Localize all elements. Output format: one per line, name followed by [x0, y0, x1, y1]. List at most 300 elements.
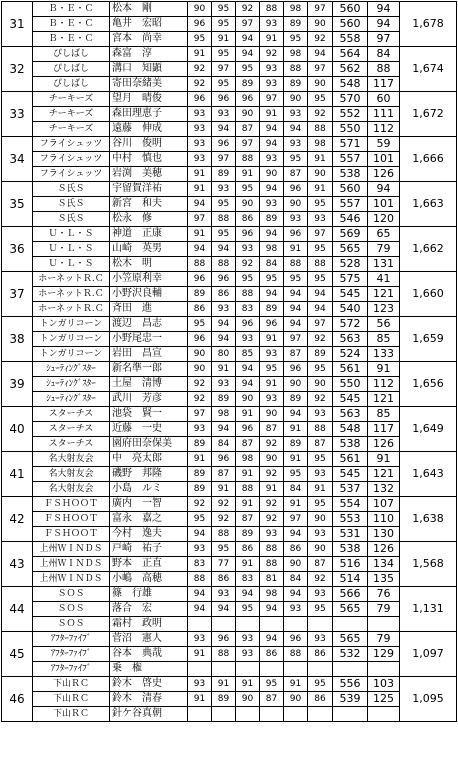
- series-score-cell: 81: [260, 572, 284, 587]
- series-score-cell: 90: [188, 2, 212, 17]
- name-cell: 岩渕 美穂: [110, 167, 188, 182]
- series-score-cell: 89: [212, 392, 236, 407]
- series-score-cell: 95: [308, 452, 333, 467]
- series-score-cell: 85: [236, 347, 260, 362]
- series-score-cell: 98: [236, 452, 260, 467]
- team-total-cell: 1,638: [400, 497, 457, 542]
- series-score-cell: 98: [308, 137, 333, 152]
- rank-cell: 43: [2, 542, 33, 587]
- series-score-cell: 92: [308, 572, 333, 587]
- individual-rank-cell: 60: [368, 92, 400, 107]
- table-row: [2, 542, 457, 557]
- team-cell: 名大射友会: [33, 452, 110, 467]
- name-cell: 園府田奈保美: [110, 437, 188, 452]
- table-row: [2, 152, 457, 167]
- name-cell: 斉田 進: [110, 302, 188, 317]
- total-score-cell: 550: [333, 122, 368, 137]
- series-score-cell: 92: [188, 377, 212, 392]
- total-score-cell: 538: [333, 542, 368, 557]
- team-cell: チーキーズ: [33, 107, 110, 122]
- series-score-cell: 98: [260, 587, 284, 602]
- total-score-cell: 516: [333, 557, 368, 572]
- series-score-cell: 95: [260, 677, 284, 692]
- series-score-cell: 94: [284, 527, 308, 542]
- individual-rank-cell: 131: [368, 257, 400, 272]
- series-score-cell: 91: [212, 32, 236, 47]
- table-row: [2, 92, 457, 107]
- series-score-cell: 93: [188, 122, 212, 137]
- series-score-cell: 96: [212, 137, 236, 152]
- name-cell: 土屋 清博: [110, 377, 188, 392]
- total-score-cell: [333, 617, 368, 632]
- series-score-cell: 96: [188, 17, 212, 32]
- series-score-cell: 91: [212, 677, 236, 692]
- team-total-cell: 1,649: [400, 407, 457, 452]
- total-score-cell: 540: [333, 302, 368, 317]
- individual-rank-cell: 126: [368, 437, 400, 452]
- team-cell: Ｂ・Ｅ・Ｃ: [33, 2, 110, 17]
- individual-rank-cell: 94: [368, 182, 400, 197]
- total-score-cell: 571: [333, 137, 368, 152]
- series-score-cell: 97: [212, 62, 236, 77]
- series-score-cell: 90: [236, 392, 260, 407]
- team-cell: 上州ＷＩＮＤＳ: [33, 542, 110, 557]
- series-score-cell: 93: [188, 542, 212, 557]
- series-score-cell: 96: [212, 272, 236, 287]
- series-score-cell: 94: [212, 602, 236, 617]
- team-cell: トンガリコーン: [33, 332, 110, 347]
- series-score-cell: 90: [284, 197, 308, 212]
- series-score-cell: 88: [212, 212, 236, 227]
- series-score-cell: 90: [236, 692, 260, 707]
- total-score-cell: 548: [333, 422, 368, 437]
- individual-rank-cell: 91: [368, 362, 400, 377]
- series-score-cell: 94: [284, 287, 308, 302]
- team-cell: スターチス: [33, 422, 110, 437]
- series-score-cell: 95: [188, 32, 212, 47]
- team-total-cell: 1,643: [400, 452, 457, 497]
- name-cell: 溝口 知顕: [110, 62, 188, 77]
- series-score-cell: 90: [308, 77, 333, 92]
- rank-cell: 44: [2, 587, 33, 632]
- team-cell: チーキーズ: [33, 92, 110, 107]
- series-score-cell: 94: [260, 227, 284, 242]
- series-score-cell: 95: [236, 602, 260, 617]
- total-score-cell: 531: [333, 527, 368, 542]
- table-row: [2, 557, 457, 572]
- series-score-cell: 89: [188, 287, 212, 302]
- total-score-cell: 538: [333, 167, 368, 182]
- total-score-cell: 561: [333, 452, 368, 467]
- name-cell: 小野尾忠一: [110, 332, 188, 347]
- name-cell: 小笠原利幸: [110, 272, 188, 287]
- series-score-cell: 93: [308, 407, 333, 422]
- name-cell: 鈴木 清春: [110, 692, 188, 707]
- series-score-cell: [188, 617, 212, 632]
- series-score-cell: 87: [308, 557, 333, 572]
- table-row: [2, 47, 457, 62]
- series-score-cell: 96: [212, 632, 236, 647]
- series-score-cell: 94: [308, 287, 333, 302]
- table-row: [2, 377, 457, 392]
- series-score-cell: 94: [260, 182, 284, 197]
- team-cell: Ｕ・Ｌ・Ｓ: [33, 242, 110, 257]
- series-score-cell: 90: [188, 362, 212, 377]
- name-cell: 中村 慎也: [110, 152, 188, 167]
- series-score-cell: 95: [260, 362, 284, 377]
- series-score-cell: 87: [308, 437, 333, 452]
- name-cell: 霜村 政明: [110, 617, 188, 632]
- total-score-cell: 528: [333, 257, 368, 272]
- total-score-cell: 563: [333, 332, 368, 347]
- name-cell: 乗 権: [110, 662, 188, 677]
- name-cell: 富永 嘉之: [110, 512, 188, 527]
- rank-cell: 42: [2, 497, 33, 542]
- total-score-cell: 565: [333, 632, 368, 647]
- individual-rank-cell: [368, 707, 400, 722]
- rank-cell: 45: [2, 632, 33, 677]
- series-score-cell: 95: [212, 2, 236, 17]
- series-score-cell: 91: [260, 482, 284, 497]
- individual-rank-cell: 130: [368, 527, 400, 542]
- table-row: [2, 17, 457, 32]
- series-score-cell: 93: [308, 467, 333, 482]
- series-score-cell: 94: [212, 242, 236, 257]
- table-row: [2, 407, 457, 422]
- series-score-cell: 94: [236, 587, 260, 602]
- total-score-cell: 514: [333, 572, 368, 587]
- series-score-cell: 95: [260, 272, 284, 287]
- name-cell: 野本 正直: [110, 557, 188, 572]
- name-cell: 針ケ谷真朝: [110, 707, 188, 722]
- series-score-cell: 97: [260, 92, 284, 107]
- rank-cell: 32: [2, 47, 33, 92]
- series-score-cell: 96: [188, 92, 212, 107]
- total-score-cell: [333, 707, 368, 722]
- series-score-cell: 89: [236, 77, 260, 92]
- table-row: [2, 452, 457, 467]
- name-cell: 新宮 和夫: [110, 197, 188, 212]
- name-cell: 宮本 尚幸: [110, 32, 188, 47]
- individual-rank-cell: 79: [368, 632, 400, 647]
- series-score-cell: 95: [212, 197, 236, 212]
- series-score-cell: 90: [284, 377, 308, 392]
- total-score-cell: 539: [333, 692, 368, 707]
- series-score-cell: 94: [284, 587, 308, 602]
- name-cell: 森富 淳: [110, 47, 188, 62]
- series-score-cell: [284, 617, 308, 632]
- rank-cell: 38: [2, 317, 33, 362]
- series-score-cell: 93: [188, 107, 212, 122]
- series-score-cell: 90: [284, 92, 308, 107]
- team-cell: 上州ＷＩＮＤＳ: [33, 572, 110, 587]
- name-cell: 宇留賀洋祐: [110, 182, 188, 197]
- series-score-cell: 93: [236, 332, 260, 347]
- team-total-cell: 1,095: [400, 677, 457, 722]
- series-score-cell: 94: [260, 602, 284, 617]
- total-score-cell: 575: [333, 272, 368, 287]
- series-score-cell: 93: [188, 632, 212, 647]
- series-score-cell: 90: [308, 17, 333, 32]
- series-score-cell: 90: [260, 452, 284, 467]
- team-total-cell: 1,678: [400, 2, 457, 47]
- individual-rank-cell: 94: [368, 17, 400, 32]
- series-score-cell: 90: [308, 167, 333, 182]
- series-score-cell: 88: [260, 2, 284, 17]
- series-score-cell: 96: [260, 317, 284, 332]
- series-score-cell: 94: [236, 377, 260, 392]
- series-score-cell: 88: [284, 257, 308, 272]
- series-score-cell: 95: [212, 47, 236, 62]
- table-row: [2, 62, 457, 77]
- series-score-cell: 93: [260, 347, 284, 362]
- series-score-cell: 88: [212, 647, 236, 662]
- series-score-cell: 91: [284, 422, 308, 437]
- series-score-cell: 92: [308, 107, 333, 122]
- table-row: [2, 182, 457, 197]
- name-cell: 松本 剛: [110, 2, 188, 17]
- rank-cell: 46: [2, 677, 33, 722]
- series-score-cell: 93: [260, 392, 284, 407]
- name-cell: 小野沢良輔: [110, 287, 188, 302]
- series-score-cell: 89: [188, 437, 212, 452]
- series-score-cell: 89: [284, 392, 308, 407]
- series-score-cell: 97: [188, 407, 212, 422]
- table-row: [2, 272, 457, 287]
- team-cell: Ｂ・Ｅ・Ｃ: [33, 32, 110, 47]
- series-score-cell: 91: [260, 332, 284, 347]
- team-total-cell: 1,662: [400, 227, 457, 272]
- individual-rank-cell: 65: [368, 227, 400, 242]
- team-cell: ｱﾌﾀｰﾌｧｲﾌﾞ: [33, 647, 110, 662]
- table-row: [2, 497, 457, 512]
- table-row: [2, 437, 457, 452]
- series-score-cell: 96: [236, 92, 260, 107]
- team-cell: トンガリコーン: [33, 317, 110, 332]
- series-score-cell: 93: [260, 527, 284, 542]
- individual-rank-cell: 121: [368, 287, 400, 302]
- series-score-cell: 95: [308, 197, 333, 212]
- series-score-cell: 90: [308, 377, 333, 392]
- series-score-cell: 93: [308, 632, 333, 647]
- table-row: [2, 212, 457, 227]
- total-score-cell: [333, 662, 368, 677]
- team-cell: Ｕ・Ｌ・Ｓ: [33, 257, 110, 272]
- series-score-cell: 91: [236, 467, 260, 482]
- name-cell: 山崎 英男: [110, 242, 188, 257]
- total-score-cell: 570: [333, 92, 368, 107]
- name-cell: 遠藤 伸成: [110, 122, 188, 137]
- series-score-cell: 96: [212, 452, 236, 467]
- series-score-cell: 91: [188, 167, 212, 182]
- series-score-cell: 95: [308, 497, 333, 512]
- team-cell: ホーネットＲ.Ｃ: [33, 302, 110, 317]
- series-score-cell: 88: [236, 482, 260, 497]
- series-score-cell: 95: [188, 512, 212, 527]
- series-score-cell: 93: [188, 422, 212, 437]
- series-score-cell: 89: [188, 482, 212, 497]
- team-total-cell: 1,656: [400, 362, 457, 407]
- team-cell: ＦＳＨＯＯＴ: [33, 512, 110, 527]
- series-score-cell: 91: [188, 692, 212, 707]
- series-score-cell: 95: [236, 182, 260, 197]
- series-score-cell: 94: [212, 332, 236, 347]
- series-score-cell: 87: [236, 122, 260, 137]
- series-score-cell: [260, 662, 284, 677]
- series-score-cell: 98: [284, 47, 308, 62]
- name-cell: 小島 ルミ: [110, 482, 188, 497]
- series-score-cell: 94: [212, 317, 236, 332]
- series-score-cell: 86: [308, 647, 333, 662]
- series-score-cell: 96: [188, 332, 212, 347]
- series-score-cell: 93: [212, 302, 236, 317]
- series-score-cell: 98: [212, 407, 236, 422]
- series-score-cell: 89: [284, 17, 308, 32]
- series-score-cell: 98: [260, 242, 284, 257]
- series-score-cell: 93: [188, 677, 212, 692]
- series-score-cell: 92: [308, 332, 333, 347]
- series-score-cell: [260, 617, 284, 632]
- individual-rank-cell: 110: [368, 512, 400, 527]
- team-cell: ホーネットＲ.Ｃ: [33, 272, 110, 287]
- name-cell: 森田理恵子: [110, 107, 188, 122]
- series-score-cell: 92: [212, 497, 236, 512]
- series-score-cell: 92: [260, 437, 284, 452]
- series-score-cell: 87: [260, 692, 284, 707]
- series-score-cell: 93: [260, 197, 284, 212]
- table-row: [2, 332, 457, 347]
- table-row: [2, 647, 457, 662]
- series-score-cell: 97: [236, 17, 260, 32]
- series-score-cell: 94: [260, 137, 284, 152]
- series-score-cell: 93: [212, 587, 236, 602]
- series-score-cell: 91: [236, 167, 260, 182]
- series-score-cell: 94: [236, 47, 260, 62]
- series-score-cell: 91: [308, 482, 333, 497]
- table-row: [2, 167, 457, 182]
- team-cell: Ｓ氏Ｓ: [33, 212, 110, 227]
- series-score-cell: 92: [236, 2, 260, 17]
- series-score-cell: 89: [260, 212, 284, 227]
- series-score-cell: 86: [212, 572, 236, 587]
- name-cell: 磯野 邦隆: [110, 467, 188, 482]
- total-score-cell: 538: [333, 437, 368, 452]
- series-score-cell: 93: [284, 212, 308, 227]
- series-score-cell: 91: [236, 677, 260, 692]
- table-row: [2, 362, 457, 377]
- series-score-cell: 93: [188, 137, 212, 152]
- series-score-cell: 92: [188, 497, 212, 512]
- rank-cell: 33: [2, 92, 33, 137]
- series-score-cell: [308, 707, 333, 722]
- total-score-cell: 572: [333, 317, 368, 332]
- name-cell: 戸崎 祐子: [110, 542, 188, 557]
- table-row: [2, 512, 457, 527]
- series-score-cell: 96: [212, 92, 236, 107]
- rank-cell: 41: [2, 452, 33, 497]
- table-row: [2, 467, 457, 482]
- table-row: [2, 257, 457, 272]
- team-cell: ＳＯＳ: [33, 587, 110, 602]
- series-score-cell: [188, 662, 212, 677]
- series-score-cell: 94: [308, 302, 333, 317]
- total-score-cell: 564: [333, 47, 368, 62]
- series-score-cell: 90: [308, 512, 333, 527]
- team-cell: フライシュッツ: [33, 152, 110, 167]
- table-row: [2, 122, 457, 137]
- series-score-cell: 91: [236, 407, 260, 422]
- total-score-cell: 532: [333, 647, 368, 662]
- series-score-cell: 86: [236, 212, 260, 227]
- series-score-cell: 95: [308, 362, 333, 377]
- series-score-cell: 94: [284, 122, 308, 137]
- series-score-cell: 95: [284, 152, 308, 167]
- total-score-cell: 545: [333, 287, 368, 302]
- series-score-cell: 89: [260, 302, 284, 317]
- series-score-cell: 90: [284, 692, 308, 707]
- name-cell: 落合 宏: [110, 602, 188, 617]
- total-score-cell: 565: [333, 242, 368, 257]
- series-score-cell: 90: [236, 107, 260, 122]
- table-row: [2, 197, 457, 212]
- series-score-cell: 94: [236, 362, 260, 377]
- series-score-cell: 97: [308, 62, 333, 77]
- series-score-cell: 95: [212, 542, 236, 557]
- individual-rank-cell: 126: [368, 167, 400, 182]
- team-cell: ＳＯＳ: [33, 602, 110, 617]
- series-score-cell: [308, 617, 333, 632]
- name-cell: 神道 正康: [110, 227, 188, 242]
- series-score-cell: 92: [260, 47, 284, 62]
- series-score-cell: 97: [284, 332, 308, 347]
- series-score-cell: 92: [260, 497, 284, 512]
- series-score-cell: 83: [236, 302, 260, 317]
- series-score-cell: 91: [212, 362, 236, 377]
- name-cell: 松永 修: [110, 212, 188, 227]
- team-total-cell: 1,663: [400, 182, 457, 227]
- results-table: [1, 1, 457, 722]
- series-score-cell: 89: [188, 467, 212, 482]
- team-cell: Ｂ・Ｅ・Ｃ: [33, 17, 110, 32]
- team-cell: 名大射友会: [33, 467, 110, 482]
- name-cell: 篠 行雄: [110, 587, 188, 602]
- series-score-cell: 93: [212, 377, 236, 392]
- team-cell: ＳＯＳ: [33, 617, 110, 632]
- team-total-cell: 1,568: [400, 542, 457, 587]
- team-cell: スターチス: [33, 407, 110, 422]
- series-score-cell: 91: [212, 482, 236, 497]
- table-row: [2, 692, 457, 707]
- series-score-cell: 93: [284, 137, 308, 152]
- series-score-cell: 94: [212, 422, 236, 437]
- series-score-cell: 77: [212, 557, 236, 572]
- series-score-cell: 91: [188, 452, 212, 467]
- individual-rank-cell: 107: [368, 497, 400, 512]
- series-score-cell: 89: [308, 347, 333, 362]
- series-score-cell: [212, 707, 236, 722]
- team-cell: フライシュッツ: [33, 167, 110, 182]
- table-row: [2, 287, 457, 302]
- individual-rank-cell: 101: [368, 197, 400, 212]
- individual-rank-cell: 103: [368, 677, 400, 692]
- total-score-cell: 562: [333, 62, 368, 77]
- series-score-cell: 90: [284, 557, 308, 572]
- individual-rank-cell: 132: [368, 482, 400, 497]
- name-cell: 池袋 賢一: [110, 407, 188, 422]
- individual-rank-cell: 123: [368, 302, 400, 317]
- series-score-cell: 95: [212, 77, 236, 92]
- individual-rank-cell: 117: [368, 77, 400, 92]
